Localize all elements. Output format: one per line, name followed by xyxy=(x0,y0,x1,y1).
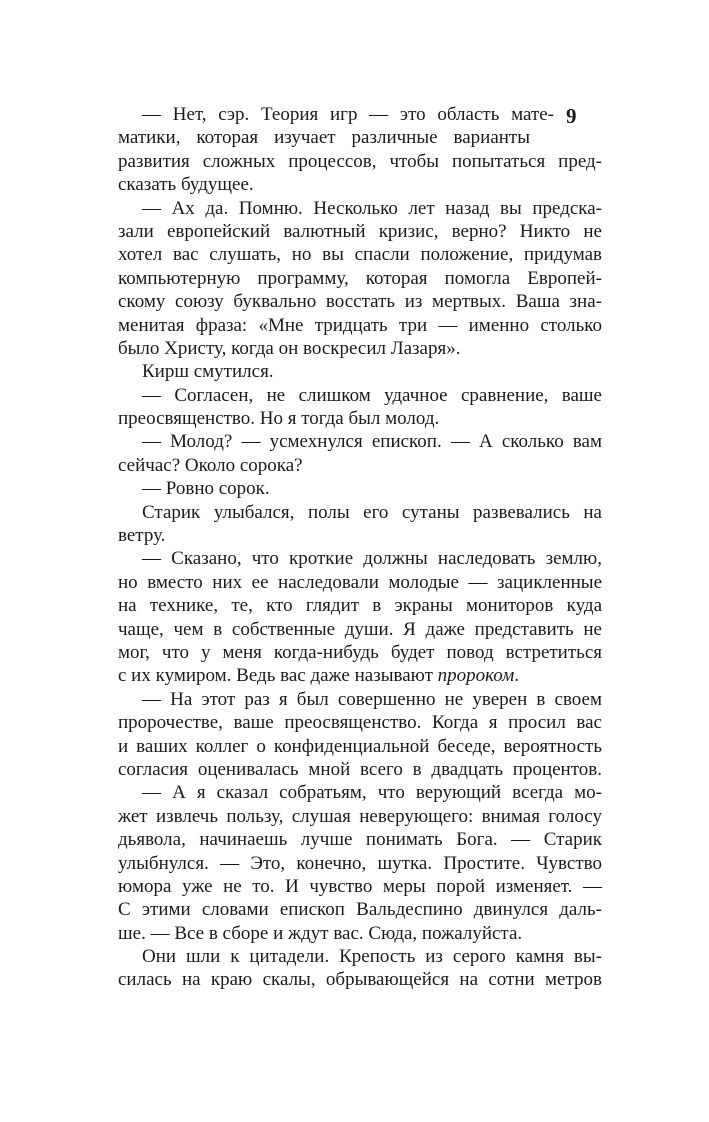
line-text: зали европейский валютный кризис, верно? Никто не xyxy=(118,220,602,242)
text-line xyxy=(118,173,602,196)
line-text: — А я сказал собратьям, что верующий всегда мо- xyxy=(142,782,602,804)
italic-word: пророком xyxy=(437,665,515,687)
text-line xyxy=(118,664,602,687)
line-text: ше. — Все в сборе и ждут вас. Сюда, пожалуйста. xyxy=(118,922,523,944)
text-line xyxy=(118,407,602,430)
line-text: чаще, чем в собственные души. Я даже представить не xyxy=(118,618,602,640)
text-line xyxy=(118,477,602,500)
text-line xyxy=(118,126,530,149)
line-punctuation: . xyxy=(514,665,519,687)
line-text: компьютерную программу, которая помогла Европей- xyxy=(118,267,602,289)
line-text: ветру. xyxy=(118,525,166,547)
line-text: — Молод? — усмехнулся епископ. — А сколько вам xyxy=(142,431,602,453)
line-text: улыбнулся. — Это, конечно, шутка. Простите. Чувство xyxy=(118,852,602,874)
text-line xyxy=(118,571,602,594)
line-text: с их кумиром. Ведь вас даже называют xyxy=(118,665,438,687)
text-line xyxy=(118,454,602,477)
text-line xyxy=(118,781,602,804)
text-line xyxy=(118,150,602,173)
text-line xyxy=(118,501,602,524)
line-text: — Согласен, не слишком удачное сравнение, ваше xyxy=(142,384,602,406)
text-line xyxy=(118,547,602,570)
line-text: жет извлечь пользу, слушая неверующего: внимая голосу xyxy=(118,805,602,827)
line-text: — Нет, сэр. Теория игр — это область мате- xyxy=(142,104,554,125)
line-text: согласия оценивалась мной всего в двадцать процентов. xyxy=(118,758,602,780)
text-line xyxy=(118,828,602,851)
line-text: — На этот раз я был совершенно не уверен в своем xyxy=(142,688,602,710)
line-text: но вместо них ее наследовали молодые — зацикленные xyxy=(118,571,602,593)
text-line xyxy=(118,103,554,126)
line-text: преосвященство. Но я тогда был молод. xyxy=(118,408,440,430)
line-text: Кирш смутился. xyxy=(142,361,274,383)
text-line xyxy=(118,220,602,243)
text-line xyxy=(118,922,602,945)
text-line xyxy=(118,875,602,898)
line-text: развития сложных процессов, чтобы попытаться пред- xyxy=(118,150,602,172)
text-line xyxy=(118,711,602,734)
line-text: сказать будущее. xyxy=(118,174,254,196)
text-line xyxy=(118,290,602,313)
line-text: — Сказано, что кроткие должны наследовать землю, xyxy=(142,548,602,570)
line-text: на технике, те, кто глядит в экраны мониторов куда xyxy=(118,595,602,617)
line-text: скому союзу буквально восстать из мертвых. Ваша зна- xyxy=(118,291,602,313)
text-line xyxy=(118,852,602,875)
line-text: сейчас? Около сорока? xyxy=(118,454,303,476)
text-line xyxy=(118,945,602,968)
line-text: С этими словами епископ Вальдеспино двинулся даль- xyxy=(118,899,602,921)
line-text: Они шли к цитадели. Крепость из серого камня вы- xyxy=(142,946,602,968)
line-text: было Христу, когда он воскресил Лазаря». xyxy=(118,337,461,359)
text-line xyxy=(118,594,602,617)
text-line xyxy=(118,805,602,828)
line-text: пророчестве, ваше преосвященство. Когда я просил вас xyxy=(118,712,602,734)
text-line xyxy=(118,337,602,360)
text-line xyxy=(118,197,602,220)
line-text: менитая фраза: «Мне тридцать три — именно столько xyxy=(118,314,602,336)
line-text: дьявола, начинаешь лучше понимать Бога. — Старик xyxy=(118,829,602,851)
line-text: Старик улыбался, полы его сутаны развевались на xyxy=(142,501,602,523)
text-line xyxy=(118,968,602,991)
line-text: и ваших коллег о конфиденциальной беседе, вероятность xyxy=(118,735,602,757)
text-line xyxy=(118,314,602,337)
text-line xyxy=(118,898,602,921)
line-text: матики, которая изучает различные варианты xyxy=(118,127,530,149)
line-text: мог, что у меня когда-нибудь будет повод встретиться xyxy=(118,641,602,663)
text-line xyxy=(118,618,602,641)
body-text xyxy=(118,103,602,992)
text-line xyxy=(118,735,602,758)
text-line xyxy=(118,243,602,266)
line-text: силась на краю скалы, обрывающейся на сотни метров xyxy=(118,969,602,991)
text-line xyxy=(118,641,602,664)
page-number: 9 xyxy=(566,104,577,128)
text-line xyxy=(118,430,602,453)
line-text: хотел вас слушать, но вы спасли положение, придумав xyxy=(118,244,602,266)
line-text: — Ах да. Помню. Несколько лет назад вы предска- xyxy=(142,197,602,219)
line-text: юмора уже не то. И чувство меры порой изменяет. — xyxy=(118,875,602,897)
line-text: — Ровно сорок. xyxy=(142,478,270,500)
text-line xyxy=(118,360,602,383)
text-line xyxy=(118,758,602,781)
text-line xyxy=(118,524,602,547)
text-line xyxy=(118,384,602,407)
text-line xyxy=(118,688,602,711)
text-line xyxy=(118,267,602,290)
